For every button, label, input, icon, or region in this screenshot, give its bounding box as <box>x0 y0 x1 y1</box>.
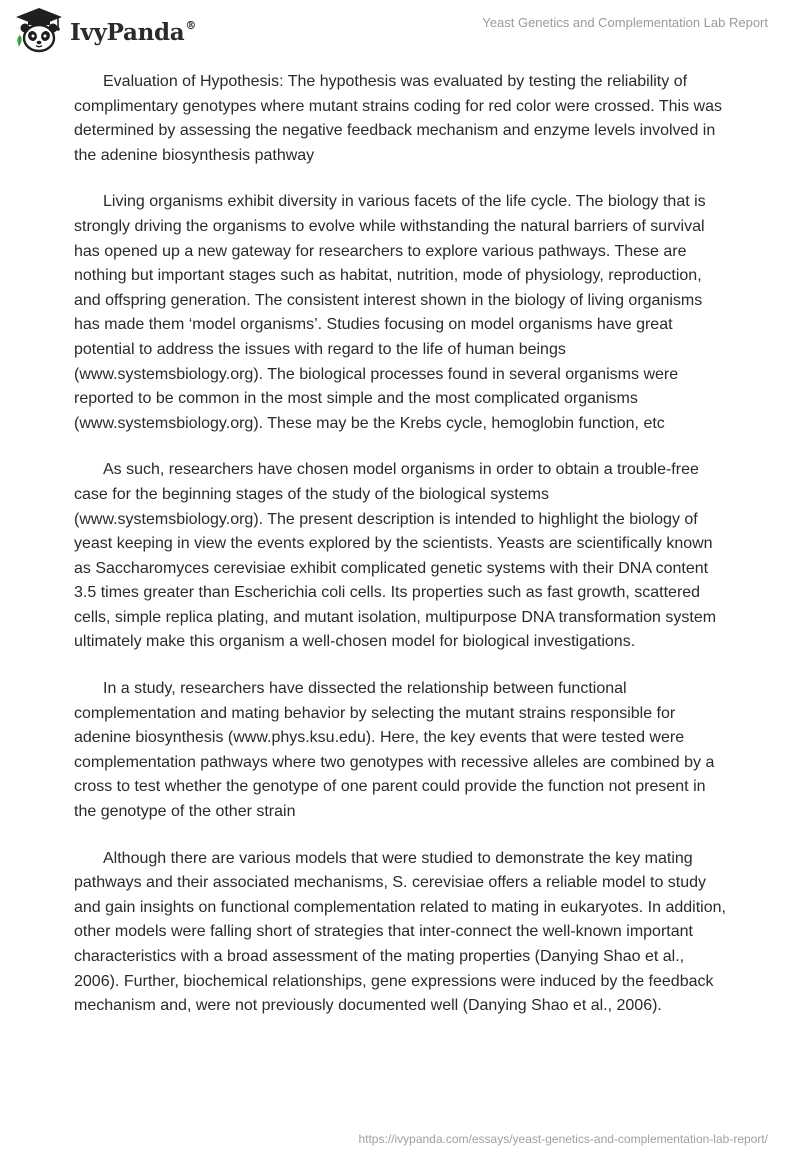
paragraph-mating-models: Although there are various models that were studied to demonstrate the key mating pathways and their associated mechanisms, S. cerevisiae offers a reliable model to study and gain insights on functional complementation related to mating in eukaryotes. In addition, other models were falling short of strategies that inter-connect the well-known important characteristics with a broad assessment of the mating properties (Danying Shao et al., 2006). Further, biochemical relationships, gene expressions were induced by the feedback mechanism and, were not previously documented well (Danying Shao et al., 2006). <box>74 849 726 1015</box>
paragraph-complementation-study: In a study, researchers have dissected the relationship between functional complementation and mating behavior by selecting the mutant strains responsible for adenine biosynthesis (www.phys.ksu.edu). Here, the key events that were tested were complementation pathways where two genotypes with recessive alleles are combined by a cross to test whether the genotype of one parent could provide the function not present in the genotype of the other strain <box>74 680 715 821</box>
source-url[interactable]: https://ivypanda.com/essays/yeast-genetics-and-complementation-lab-report/ <box>358 1132 768 1146</box>
paragraph-model-organisms: Living organisms exhibit diversity in various facets of the life cycle. The biology that is strongly driving the organisms to evolve while withstanding the natural barriers of survival has opened up a new gateway for researchers to explore various pathways. These are nothing but important stages such as habitat, nutrition, mode of physiology, reproduction, and offspring generation. The consistent interest shown in the biology of living organisms has made them ‘model organisms’. Studies focusing on model organisms have great potential to address the issues with regard to the life of human beings (www.systemsbiology.org). The biological processes found in several organisms were reported to be common in the most simple and the most complicated organisms (www.systemsbiology.org). These may be the Krebs cycle, hemoglobin function, etc <box>74 193 706 432</box>
ivypanda-logo[interactable] <box>14 6 196 54</box>
essay-body <box>74 70 726 1041</box>
page-header <box>0 0 800 62</box>
paragraph-yeast-biology: As such, researchers have chosen model organisms in order to obtain a trouble-free case for the beginning stages of the study of the biological systems (www.systemsbiology.org). The present description is intended to highlight the biology of yeast keeping in view the events explored by the scientists. Yeasts are scientifically known as Saccharomyces cerevisiae exhibit complicated genetic systems with their DNA content 3.5 times greater than Escherichia coli cells. Its properties such as fast growth, scattered cells, simple replica plating, and mutant isolation, multipurpose DNA transformation system ultimately make this organism a well-chosen model for biological investigations. <box>74 461 717 651</box>
brand-name: IvyPanda® <box>70 18 197 46</box>
document-title: Yeast Genetics and Complementation Lab Report <box>482 15 768 30</box>
paragraph-hypothesis: Evaluation of Hypothesis: The hypothesis was evaluated by testing the reliability of complimentary genotypes where mutant strains coding for red color were crossed. This was determined by assessing the negative feedback mechanism and enzyme levels involved in the adenine biosynthesis pathway <box>74 73 722 164</box>
panda-graduate-icon <box>14 6 64 54</box>
